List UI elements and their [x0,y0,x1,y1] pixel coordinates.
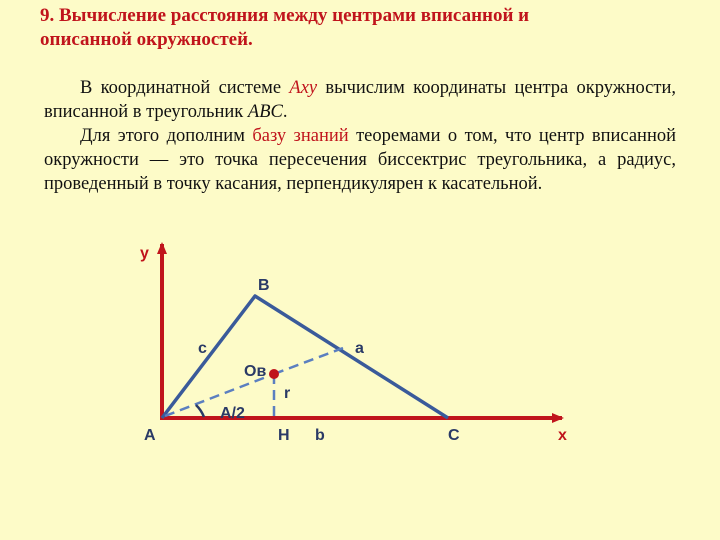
label-half-angle: A/2 [220,405,245,422]
label-x-axis: x [558,427,567,444]
axy-term: Axy [289,78,318,98]
label-radius: r [284,385,291,402]
label-y-axis: y [140,245,149,262]
label-incenter: Oв [244,363,267,380]
p1-text-a: В координатной системе [80,78,290,98]
label-vertex-c: C [448,427,460,444]
label-foot-h: H [278,427,290,444]
label-side-c: c [198,340,207,357]
title-line-1: 9. Вычисление расстояния между центрами вписанной и [40,5,530,26]
angle-arc [196,405,204,417]
p1-text-b: вычислим координаты центра окружности, вписанной в треугольник [44,78,677,122]
knowledge-base-link[interactable]: базу знаний [252,126,349,146]
label-side-b: b [315,427,325,444]
incenter-point [269,369,279,379]
triangle-abc [162,296,448,418]
label-vertex-a: A [144,427,156,444]
p2-text-b: теоремами о том, что центр вписанной окружности — это точка пересечения биссектрис треугольника, а радиус, проведенный в точку касания, перпендикулярен к касательной. [44,126,676,194]
p1-text-c: . [282,102,288,122]
title-line-2: описанной окружностей. [40,29,253,50]
radius-to-side-a [274,348,343,374]
abc-term: ABC [247,102,283,122]
p2-text-a: Для этого дополним [80,126,253,146]
label-side-a: a [355,340,364,357]
label-vertex-b: B [258,277,270,294]
